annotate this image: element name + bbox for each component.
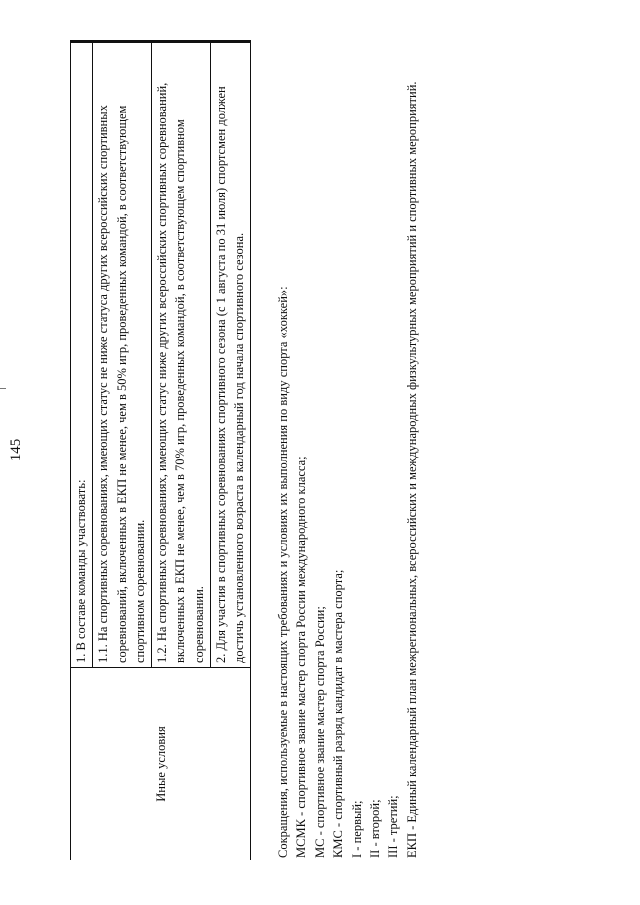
- page-number: 145: [8, 438, 24, 462]
- abbreviation-line: III - третий;: [386, 795, 401, 858]
- condition-item: 1.1. На спортивных соревнованиях, имеющих статус не ниже статуса других всероссийских спортивных соревнований, включенных в ЕКП не менее, чем в 50% игр, проведенных командой, в соответствующем спортивном соревновании.: [93, 43, 152, 667]
- rotated-page-content: [8, 40, 570, 860]
- condition-item: 1.2. На спортивных соревнованиях, имеющих статус ниже других всероссийских спортивных соревнований, включенных в ЕКП не менее, чем в 70% игр, проведенных командой, в соответствующем спортивном соревновании.: [152, 43, 211, 667]
- row-label: Иные условия: [153, 726, 168, 802]
- row-label-cell: [71, 668, 251, 861]
- abbreviation-line: КМС - спортивный разряд кандидат в мастера спорта;: [331, 569, 346, 858]
- row-content-cell: [71, 42, 251, 668]
- abbreviations-intro: Сокращения, используемые в настоящих требованиях и условиях их выполнения по виду спорта «хоккей»:: [276, 286, 290, 858]
- condition-item: 1. В составе команды участвовать:: [71, 43, 93, 667]
- abbreviation-line: ЕКП - Единый календарный план межрегиональных, всероссийских и международных физкультурных мероприятий и спортивных мероприятий.: [404, 81, 419, 858]
- table-row: [71, 42, 251, 861]
- abbreviations-block: [274, 48, 421, 858]
- abbreviation-line: МСМК - спортивное звание мастер спорта России международного класса;: [294, 456, 309, 858]
- abbreviation-line: I - первый;: [349, 800, 364, 858]
- scan-edge-mark: [0, 388, 6, 389]
- abbreviation-line: МС - спортивное звание мастер спорта России;: [312, 606, 327, 858]
- abbreviation-line: II - второй;: [367, 799, 382, 858]
- condition-item: 2. Для участия в спортивных соревнованиях спортивного сезона (с 1 августа по 31 июля) спортсмен должен достичь установленного возраста в календарный год начала спортивного сезона.: [213, 86, 246, 663]
- conditions-table: [70, 40, 251, 860]
